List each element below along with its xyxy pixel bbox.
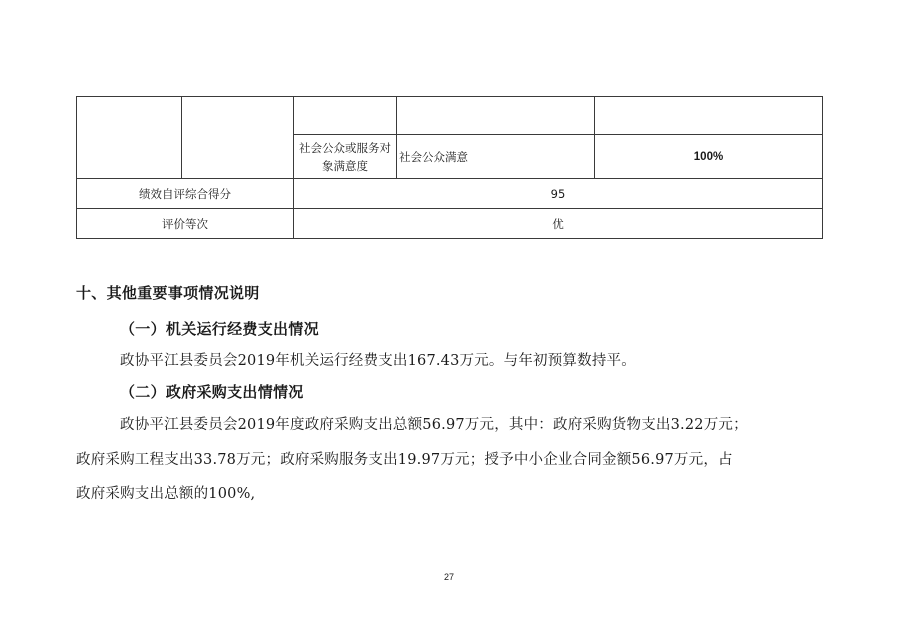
grade-label-cell: 评价等次 [77,209,294,239]
satisfaction-subindicator-cell: 社会公众满意 [397,135,595,179]
table-cell [595,97,823,135]
paragraph-procurement-line-1: 政协平江县委员会2019年度政府采购支出总额56.97万元，其中：政府采购货物支出3.22万元； [120,417,748,433]
table-cell [397,97,595,135]
performance-table [76,96,823,239]
grade-value-cell: 优 [294,209,823,239]
paragraph-procurement-line-3: 政府采购支出总额的100%, [76,486,256,502]
satisfaction-indicator-cell: 社会公众或服务对象满意度 [294,135,397,179]
subsection-heading-1: （一）机关运行经费支出情况 [120,320,319,338]
subsection-heading-2: （二）政府采购支出情情况 [120,383,304,401]
page-number: 27 [443,572,454,582]
table-row [77,179,823,209]
table-cell [294,97,397,135]
paragraph-operating-expenses: 政协平江县委员会2019年机关运行经费支出167.43万元。与年初预算数持平。 [120,353,636,369]
table-cell [77,97,182,179]
score-label-cell: 绩效自评综合得分 [77,179,294,209]
paragraph-procurement-line-2: 政府采购工程支出33.78万元；政府采购服务支出19.97万元；授予中小企业合同金额56.97万元，占 [76,452,733,468]
satisfaction-value-cell: 100% [595,135,823,179]
table-cell [182,97,294,179]
table-row [77,97,823,135]
table-row [77,209,823,239]
section-heading: 十、其他重要事项情况说明 [76,284,260,302]
score-value-cell: 95 [294,179,823,209]
